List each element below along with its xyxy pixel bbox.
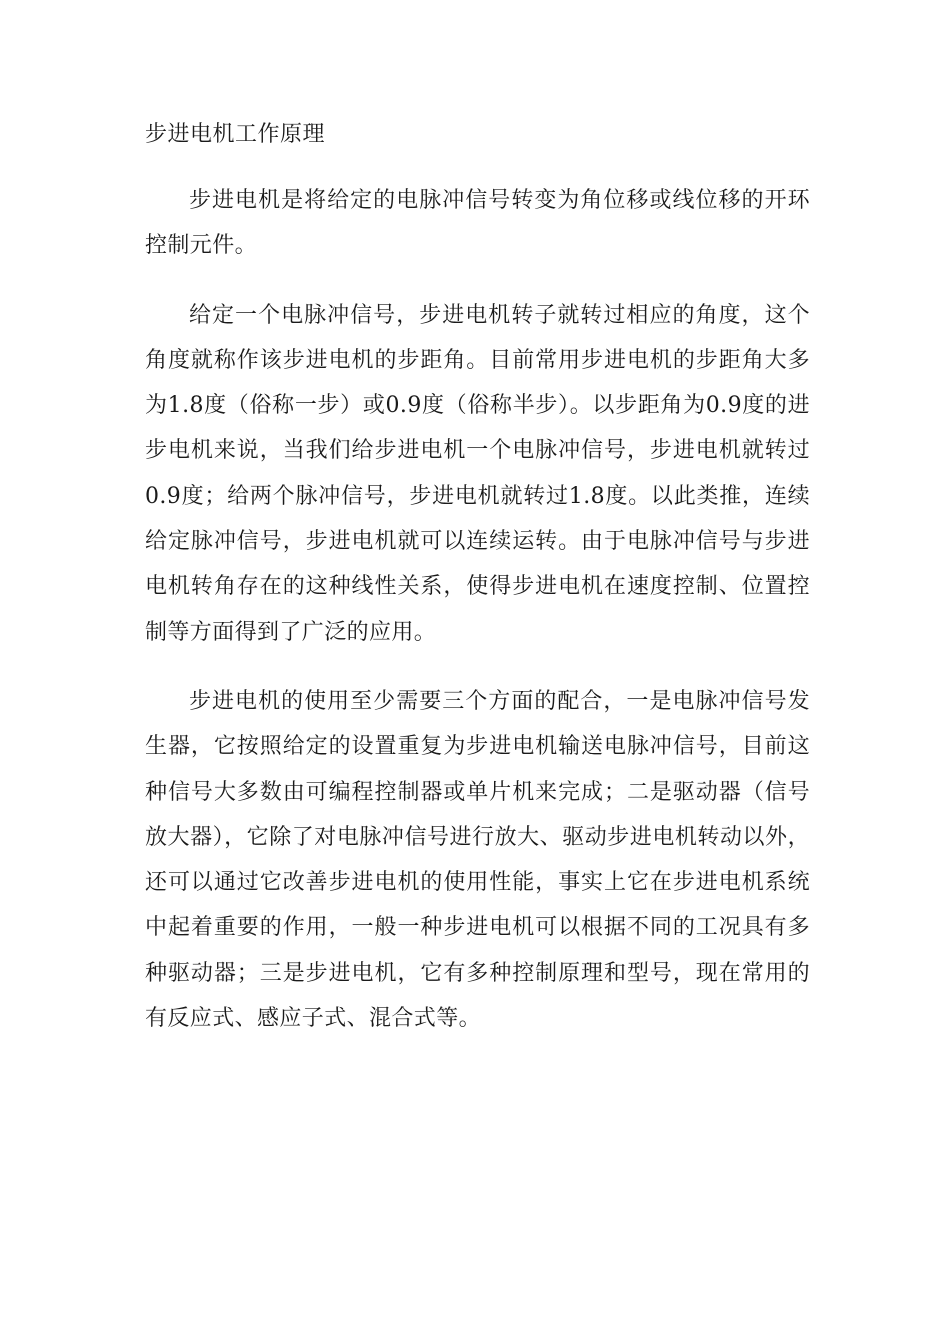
paragraph-components: 步进电机的使用至少需要三个方面的配合，一是电脉冲信号发生器，它按照给定的设置重复为步进电机输送电脉冲信号，目前这种信号大多数由可编程控制器或单片机来完成；二是驱动器（信号放大器），它除了对电脉冲信号进行放大、驱动步进电机转动以外，还可以通过它改善步进电机的使用性能，事实上它在步进电机系统中起着重要的作用，一般一种步进电机可以根据不同的工况具有多种驱动器；三是步进电机，它有多种控制原理和型号，现在常用的有反应式、感应子式、混合式等。 xyxy=(145,688,810,1032)
document-page xyxy=(145,118,810,1065)
paragraph-definition: 步进电机是将给定的电脉冲信号转变为角位移或线位移的开环控制元件。 xyxy=(145,188,810,259)
document-title: 步进电机工作原理 xyxy=(145,122,326,147)
paragraph-step-angle: 给定一个电脉冲信号，步进电机转子就转过相应的角度，这个角度就称作该步进电机的步距角。目前常用步进电机的步距角大多为1.8度（俗称一步）或0.9度（俗称半步）。以步距角为0.9度的进步电机来说，当我们给步进电机一个电脉冲信号，步进电机就转过0.9度；给两个脉冲信号，步进电机就转过1.8度。以此类推，连续给定脉冲信号，步进电机就可以连续运转。由于电脉冲信号与步进电机转角存在的这种线性关系，使得步进电机在速度控制、位置控制等方面得到了广泛的应用。 xyxy=(145,302,810,645)
